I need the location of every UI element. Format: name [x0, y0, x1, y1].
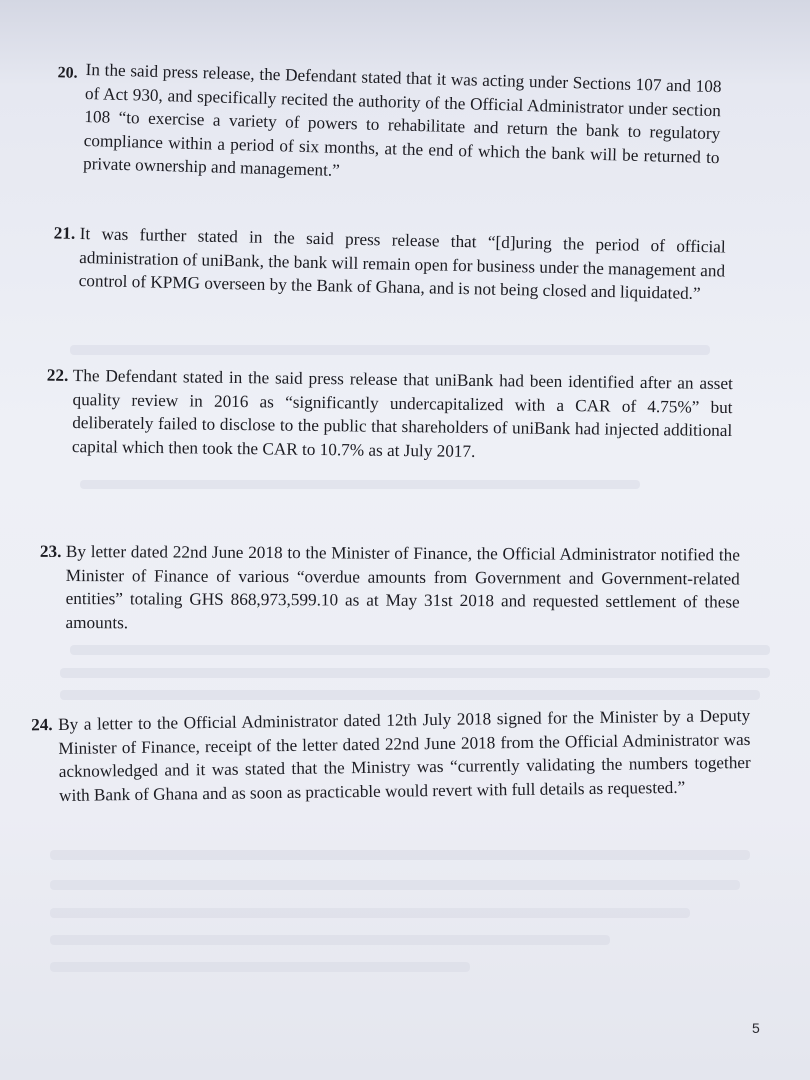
- paragraph-text: The Defendant stated in the said press release that uniBank had been identified after an asset quality review in 2016 as “significantly undercapitalized with a CAR of 4.75%” but deliberately failed to disclose to the public that shareholders of uniBank had injected additional capital which then took the CAR to 10.7% as at July 2017.: [71, 365, 733, 461]
- paragraph-20: [57, 58, 722, 193]
- paragraph-text: By a letter to the Official Administrator dated 12th July 2018 signed for the Minister by a Deputy Minister of Finance, receipt of the letter dated 22nd June 2018 from the Official Administrator was acknowledged and it was stated that the Ministry was “currently validating the numbers together with Bank of Ghana and as soon as practicable would revert with full details as requested.”: [58, 705, 751, 805]
- paragraph-number: 22.: [46, 365, 69, 385]
- paragraph-number: 23.: [39, 541, 62, 561]
- paragraph-text: It was further stated in the said press release that “[d]uring the period of official administration of uniBank, the bank will remain open for business under the management and control of KPMG overseen by the Bank of Ghana, and is not being closed and liquidated.”: [78, 223, 726, 304]
- paragraph-number: 21.: [53, 223, 76, 243]
- paragraph-text: By letter dated 22nd June 2018 to the Minister of Finance, the Official Administrator notified the Minister of Finance of various “overdue amounts from Government and Government-related entities” totaling GHS 868,973,599.10 as at May 31st 2018 and requested settlement of these amounts.: [65, 542, 740, 632]
- paragraph-24: [31, 704, 751, 807]
- paragraph-22: [46, 364, 733, 466]
- paragraph-21: [53, 222, 726, 306]
- paragraph-number: 20.: [57, 64, 78, 82]
- page-number: 5: [752, 1020, 760, 1036]
- paragraph-text: In the said press release, the Defendant stated that it was acting under Sections 107 and 108 of Act 930, and specifically recited the authority of the Official Administrator under section 108 “to exercise a variety of powers to rehabilitate and return the bank to regulatory compliance within a period of six months, at the end of which the bank will be returned to private ownership and management.”: [82, 59, 722, 180]
- paragraph-23: [39, 540, 740, 638]
- paragraph-number: 24.: [31, 715, 53, 735]
